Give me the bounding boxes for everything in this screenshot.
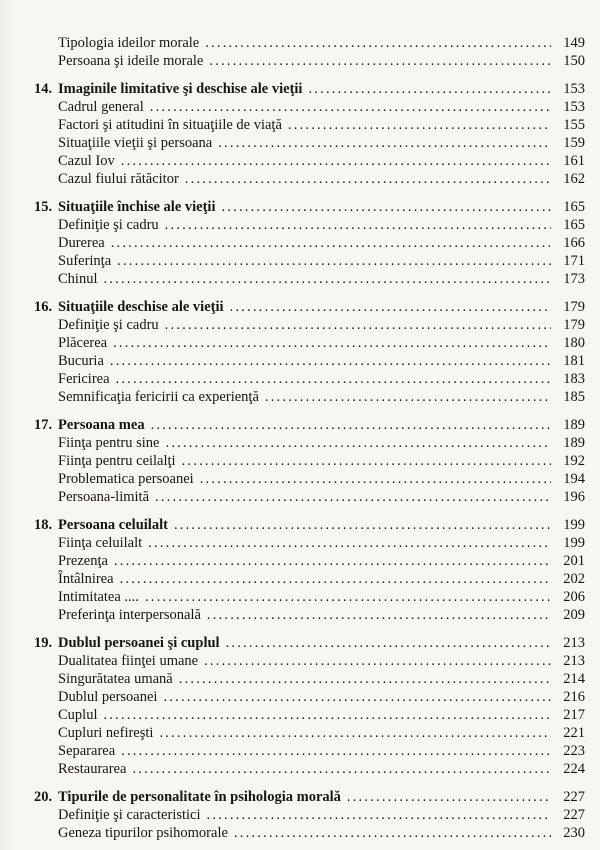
dot-leader xyxy=(151,416,551,434)
entry-title: Durerea xyxy=(58,235,105,251)
dot-leader xyxy=(103,706,551,724)
toc-entry xyxy=(0,116,585,134)
dot-leader xyxy=(204,652,551,670)
entry-title: Plăcerea xyxy=(58,335,108,351)
entry-title: Tipologia ideilor morale xyxy=(58,35,200,51)
toc-entry xyxy=(0,134,585,152)
toc-entry xyxy=(0,534,585,552)
toc-entry xyxy=(0,470,585,488)
page-number: 196 xyxy=(563,489,585,505)
page-number: 153 xyxy=(563,99,585,115)
chapter-number: 18. xyxy=(34,517,53,533)
toc-entry xyxy=(0,724,585,742)
entry-title: Situaţiile deschise ale vieţii xyxy=(58,299,224,315)
toc-entry xyxy=(0,688,585,706)
toc-entry xyxy=(0,588,585,606)
page-number: 189 xyxy=(563,435,585,451)
page-number: 161 xyxy=(563,153,585,169)
dot-leader xyxy=(166,434,552,452)
toc-entry xyxy=(0,634,585,652)
toc-entry xyxy=(0,552,585,570)
page-number: 166 xyxy=(563,235,585,251)
entry-title: Problematica persoanei xyxy=(58,471,194,487)
dot-leader xyxy=(226,634,551,652)
page-number: 179 xyxy=(563,299,585,315)
dot-leader xyxy=(110,352,551,370)
dot-leader xyxy=(174,516,551,534)
page-number: 213 xyxy=(563,653,585,669)
entry-title: Definiţie şi cadru xyxy=(58,217,159,233)
entry-title: Situaţiile închise ale vieţii xyxy=(58,199,216,215)
dot-leader xyxy=(165,216,551,234)
entry-title: Imaginile limitative şi deschise ale vieţii xyxy=(58,81,303,97)
page-number: 216 xyxy=(563,689,585,705)
page-number: 155 xyxy=(563,117,585,133)
page-number: 185 xyxy=(563,389,585,405)
entry-title: Persoana şi ideile morale xyxy=(58,53,204,69)
dot-leader xyxy=(165,316,551,334)
entry-title: Persoana celuilalt xyxy=(58,517,168,533)
dot-leader xyxy=(230,298,551,316)
entry-title: Definiţie şi cadru xyxy=(58,317,159,333)
toc-entry xyxy=(0,388,585,406)
chapter-number: 20. xyxy=(34,789,53,805)
page-number: 150 xyxy=(563,53,585,69)
entry-title: Cuplul xyxy=(58,707,98,723)
entry-title: Tipurile de personalitate în psihologia morală xyxy=(58,789,341,805)
toc-entry xyxy=(0,434,585,452)
toc-entry xyxy=(0,80,585,98)
dot-leader xyxy=(218,134,551,152)
dot-leader xyxy=(207,606,551,624)
entry-title: Cadrul general xyxy=(58,99,144,115)
entry-title: Dublul persoanei şi cuplul xyxy=(58,635,220,651)
toc-entry xyxy=(0,234,585,252)
page-number: 214 xyxy=(563,671,585,687)
page-number: 179 xyxy=(563,317,585,333)
dot-leader xyxy=(182,452,551,470)
entry-title: Prezenţa xyxy=(58,553,108,569)
entry-title: Suferinţa xyxy=(58,253,112,269)
page-number: 221 xyxy=(563,725,585,741)
entry-title: Dualitatea fiinţei umane xyxy=(58,653,199,669)
entry-title: Fiinţa pentru ceilalţi xyxy=(58,453,176,469)
dot-leader xyxy=(111,234,551,252)
dot-leader xyxy=(185,170,551,188)
page-number: 206 xyxy=(563,589,585,605)
entry-title: Fiinţa pentru sine xyxy=(58,435,160,451)
toc-entry xyxy=(0,452,585,470)
page-number: 230 xyxy=(563,825,585,841)
dot-leader xyxy=(117,252,551,270)
page-number: 192 xyxy=(563,453,585,469)
entry-title: Definiţie şi caracteristici xyxy=(58,807,201,823)
page-number: 180 xyxy=(563,335,585,351)
dot-leader xyxy=(205,34,551,52)
page-number: 213 xyxy=(563,635,585,651)
dot-leader xyxy=(132,760,551,778)
dot-leader xyxy=(179,670,551,688)
entry-title: Bucuria xyxy=(58,353,104,369)
dot-leader xyxy=(121,152,551,170)
toc-entry xyxy=(0,316,585,334)
toc-entry xyxy=(0,706,585,724)
dot-leader xyxy=(113,334,551,352)
dot-leader xyxy=(120,570,551,588)
toc-entry xyxy=(0,334,585,352)
toc-entry xyxy=(0,252,585,270)
dot-leader xyxy=(200,470,551,488)
toc-entry xyxy=(0,298,585,316)
dot-leader xyxy=(150,98,551,116)
toc-entry xyxy=(0,416,585,434)
entry-title: Întâlnirea xyxy=(58,571,114,587)
toc-entry xyxy=(0,670,585,688)
page-number: 223 xyxy=(563,743,585,759)
entry-title: Cazul Iov xyxy=(58,153,115,169)
dot-leader xyxy=(207,806,551,824)
entry-title: Dublul persoanei xyxy=(58,689,158,705)
page-number: 199 xyxy=(563,535,585,551)
entry-title: Semnificaţia fericirii ca experienţă xyxy=(58,389,259,405)
page-number: 217 xyxy=(563,707,585,723)
dot-leader xyxy=(221,198,551,216)
toc-entry xyxy=(0,824,585,842)
entry-title: Cazul fiului rătăcitor xyxy=(58,171,179,187)
page-number: 149 xyxy=(563,35,585,51)
entry-title: Chinul xyxy=(58,271,98,287)
entry-title: Situaţiile vieţii şi persoana xyxy=(58,135,213,151)
entry-title: Singurătatea umană xyxy=(58,671,173,687)
page-number: 224 xyxy=(563,761,585,777)
toc-entry xyxy=(0,352,585,370)
dot-leader xyxy=(163,688,551,706)
entry-title: Geneza tipurilor psihomorale xyxy=(58,825,228,841)
page-number: 165 xyxy=(563,217,585,233)
chapter-number: 16. xyxy=(34,299,53,315)
page-number: 227 xyxy=(563,789,585,805)
toc-entry xyxy=(0,52,585,70)
dot-leader xyxy=(155,488,551,506)
page-number: 189 xyxy=(563,417,585,433)
chapter-number: 17. xyxy=(34,417,53,433)
entry-title: Fiinţa celuilalt xyxy=(58,535,143,551)
toc-entry xyxy=(0,606,585,624)
page-number: 181 xyxy=(563,353,585,369)
chapter-number: 15. xyxy=(34,199,53,215)
entry-title: Factori şi atitudini în situaţiile de viaţă xyxy=(58,117,282,133)
entry-title: Persoana mea xyxy=(58,417,145,433)
dot-leader xyxy=(288,116,551,134)
dot-leader xyxy=(265,388,551,406)
page-number: 159 xyxy=(563,135,585,151)
toc-entry xyxy=(0,760,585,778)
dot-leader xyxy=(121,742,551,760)
chapter-number: 14. xyxy=(34,81,53,97)
page-number: 183 xyxy=(563,371,585,387)
page-number: 209 xyxy=(563,607,585,623)
page-number: 173 xyxy=(563,271,585,287)
dot-leader xyxy=(145,588,551,606)
entry-title: Cupluri nefireşti xyxy=(58,725,154,741)
entry-title: Separarea xyxy=(58,743,116,759)
page-number: 199 xyxy=(563,517,585,533)
entry-title: Persoana-limită xyxy=(58,489,150,505)
page-number: 153 xyxy=(563,81,585,97)
dot-leader xyxy=(116,370,551,388)
entry-title: Intimitatea .... xyxy=(58,589,139,605)
page-number: 171 xyxy=(563,253,585,269)
toc-entry xyxy=(0,198,585,216)
dot-leader xyxy=(347,788,551,806)
dot-leader xyxy=(148,534,551,552)
toc-entry xyxy=(0,652,585,670)
entry-title: Restaurarea xyxy=(58,761,127,777)
toc-entry xyxy=(0,370,585,388)
toc-entry xyxy=(0,788,585,806)
dot-leader xyxy=(114,552,551,570)
page-number: 227 xyxy=(563,807,585,823)
dot-leader xyxy=(103,270,551,288)
page-number: 194 xyxy=(563,471,585,487)
toc-entry xyxy=(0,216,585,234)
toc-entry xyxy=(0,516,585,534)
dot-leader xyxy=(308,80,551,98)
toc-entry xyxy=(0,270,585,288)
toc-entry xyxy=(0,806,585,824)
page-number: 165 xyxy=(563,199,585,215)
toc-entry xyxy=(0,488,585,506)
toc-entry xyxy=(0,152,585,170)
toc-entry xyxy=(0,570,585,588)
entry-title: Preferinţa interpersonală xyxy=(58,607,201,623)
entry-title: Fericirea xyxy=(58,371,110,387)
toc-entry xyxy=(0,742,585,760)
page-number: 202 xyxy=(563,571,585,587)
dot-leader xyxy=(234,824,551,842)
page-number: 201 xyxy=(563,553,585,569)
page-number: 162 xyxy=(563,171,585,187)
dot-leader xyxy=(159,724,551,742)
dot-leader xyxy=(209,52,551,70)
chapter-number: 19. xyxy=(34,635,53,651)
toc-entry xyxy=(0,34,585,52)
toc-entry xyxy=(0,170,585,188)
toc-entry xyxy=(0,98,585,116)
